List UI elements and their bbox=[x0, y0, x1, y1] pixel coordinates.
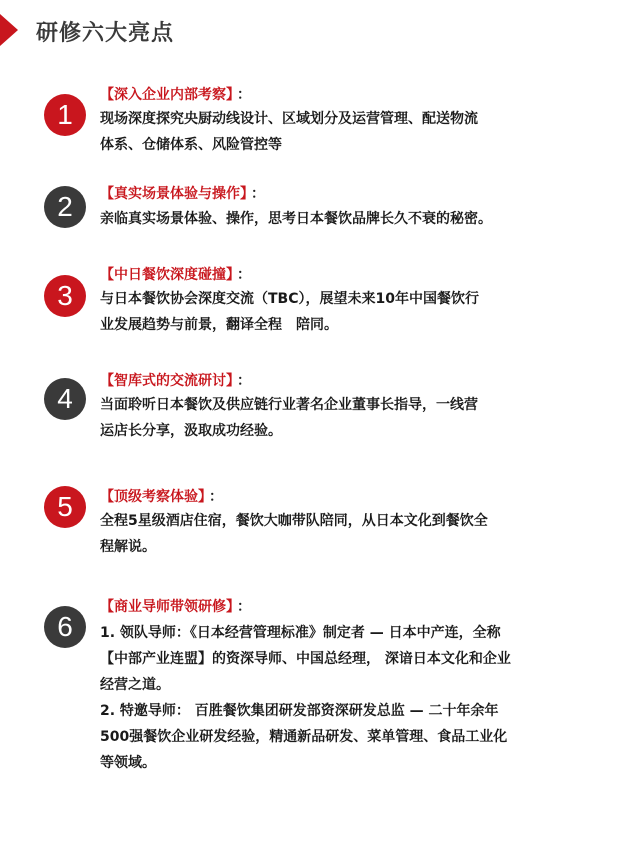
description-line: 2. 特邀导师： 百胜餐饮集团研发部资深研发总监 — 二十年余年 bbox=[100, 703, 499, 719]
description-line: 业发展趋势与前景，翻译全程 陪同。 bbox=[100, 317, 338, 333]
description-line: 等领域。 bbox=[100, 755, 156, 771]
description-line: 现场深度探究央厨动线设计、区域划分及运营管理、配送物流 bbox=[100, 111, 478, 127]
item-heading-text: 【深入企业内部考察】 bbox=[100, 87, 233, 103]
heading-colon: ： bbox=[209, 489, 223, 505]
description-line: 500强餐饮企业研发经验，精通新品研发、菜单管理、食品工业化 bbox=[100, 729, 508, 745]
description-line: 【中部产业连盟】的资深导师、中国总经理， 深谙日本文化和企业 bbox=[100, 651, 511, 667]
heading-colon: ： bbox=[237, 267, 251, 283]
heading-colon: ： bbox=[251, 186, 265, 202]
number-badge-5: 5 bbox=[44, 486, 86, 528]
description-line: 与日本餐饮协会深度交流（TBC），展望未来10年中国餐饮行 bbox=[100, 291, 479, 307]
item-description-1 bbox=[100, 106, 570, 158]
item-heading-3 bbox=[100, 264, 251, 284]
item-description-5 bbox=[100, 508, 570, 560]
heading-colon: ： bbox=[237, 373, 251, 389]
header-accent-triangle bbox=[0, 14, 18, 46]
number-badge-6: 6 bbox=[44, 606, 86, 648]
item-description-4 bbox=[100, 392, 570, 444]
heading-colon: ： bbox=[237, 87, 251, 103]
item-description-6 bbox=[100, 620, 570, 776]
page-title: 研修六大亮点 bbox=[36, 21, 175, 46]
item-description-3 bbox=[100, 286, 570, 338]
page-header bbox=[0, 0, 640, 60]
item-heading-4 bbox=[100, 370, 251, 390]
number-badge-1: 1 bbox=[44, 94, 86, 136]
number-badge-4: 4 bbox=[44, 378, 86, 420]
item-heading-text: 【智库式的交流研讨】 bbox=[100, 373, 233, 389]
description-line: 程解说。 bbox=[100, 539, 156, 555]
item-heading-text: 【顶级考察体验】 bbox=[100, 489, 205, 505]
description-line: 当面聆听日本餐饮及供应链行业著名企业董事长指导，一线营 bbox=[100, 397, 478, 413]
item-description-2 bbox=[100, 206, 570, 232]
number-badge-3: 3 bbox=[44, 275, 86, 317]
item-heading-text: 【商业导师带领研修】 bbox=[100, 599, 233, 615]
item-heading-5 bbox=[100, 486, 223, 506]
description-line: 经营之道。 bbox=[100, 677, 170, 693]
item-heading-text: 【真实场景体验与操作】 bbox=[100, 186, 247, 202]
heading-colon: ： bbox=[237, 599, 251, 615]
description-line: 全程5星级酒店住宿，餐饮大咖带队陪同，从日本文化到餐饮全 bbox=[100, 513, 488, 529]
description-line: 运店长分享，汲取成功经验。 bbox=[100, 423, 282, 439]
description-line: 体系、仓储体系、风险管控等 bbox=[100, 137, 282, 153]
number-badge-2: 2 bbox=[44, 186, 86, 228]
item-heading-6 bbox=[100, 596, 251, 616]
description-line: 亲临真实场景体验、操作，思考日本餐饮品牌长久不衰的秘密。 bbox=[100, 211, 492, 227]
item-heading-1 bbox=[100, 84, 251, 104]
item-heading-text: 【中日餐饮深度碰撞】 bbox=[100, 267, 233, 283]
item-heading-2 bbox=[100, 183, 265, 203]
description-line: 1. 领队导师：《日本经营管理标准》制定者 — 日本中产连，全称 bbox=[100, 625, 501, 641]
